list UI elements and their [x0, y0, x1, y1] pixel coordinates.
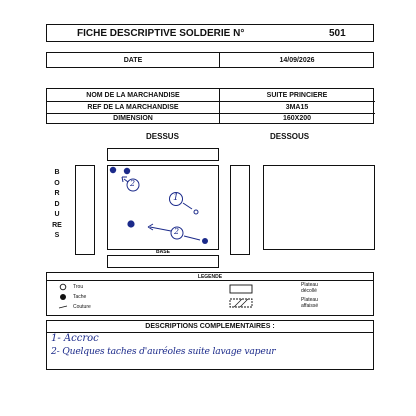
date-row	[46, 52, 374, 68]
base-strip	[107, 249, 219, 268]
base-label: BASE	[156, 249, 170, 255]
borders-label-text: BORDURES	[52, 169, 62, 239]
descriptions-title: DESCRIPTIONS COMPLEMENTAIRES :	[47, 321, 373, 333]
title-box	[46, 24, 374, 42]
descriptions-box	[46, 320, 374, 370]
peeled-legend-icon	[230, 285, 252, 293]
dessous-label: DESSOUS	[270, 132, 310, 141]
legend-symbols	[47, 273, 375, 317]
left-border-strip	[75, 165, 95, 255]
borders-label	[52, 168, 62, 242]
top-surface-panel	[107, 165, 219, 250]
marker-1-text: 1	[173, 193, 179, 203]
merch-dim-value: 160X200	[282, 115, 312, 122]
dessus-label: DESSUS	[146, 132, 179, 141]
stain-legend-icon	[60, 294, 66, 300]
seam-legend-icon	[59, 306, 67, 308]
description-line-2: 2- Quelques taches d'auréoles suite lavage vapeur	[51, 346, 276, 357]
hole-legend-label: Trou	[73, 284, 84, 290]
top-border-strip	[107, 148, 219, 161]
form-number: 501	[329, 27, 346, 39]
stain-legend-label: Tache	[73, 294, 87, 300]
form-title: FICHE DESCRIPTIVE SOLDERIE N°	[77, 27, 245, 39]
hole-legend-icon	[60, 284, 66, 290]
bottom-surface-panel	[263, 165, 375, 250]
date-label: DATE	[47, 53, 220, 67]
legend-box	[46, 272, 374, 316]
legend-title: LEGENDE	[47, 273, 373, 281]
merch-ref-value: 3MA15	[219, 101, 375, 114]
merch-dim-label: DIMENSION	[47, 113, 220, 124]
merch-name-value: SUITE PRINCIERE	[219, 89, 375, 102]
marker-2-bottom-text: 2	[174, 227, 180, 236]
description-line-1: 1- Accroc	[51, 333, 99, 344]
sagged-legend-label: Plateau affaissé	[301, 297, 319, 309]
peeled-legend-label: Plateau décollé	[301, 282, 318, 294]
merch-table	[46, 88, 374, 124]
merch-name-label: NOM DE LA MARCHANDISE	[47, 89, 220, 102]
right-border-strip	[230, 165, 250, 255]
seam-legend-label: Couture	[73, 304, 91, 310]
marker-2-top-text: 2	[130, 179, 136, 188]
date-value: 14/09/2026	[279, 56, 315, 64]
merch-ref-label: REF DE LA MARCHANDISE	[47, 101, 220, 114]
